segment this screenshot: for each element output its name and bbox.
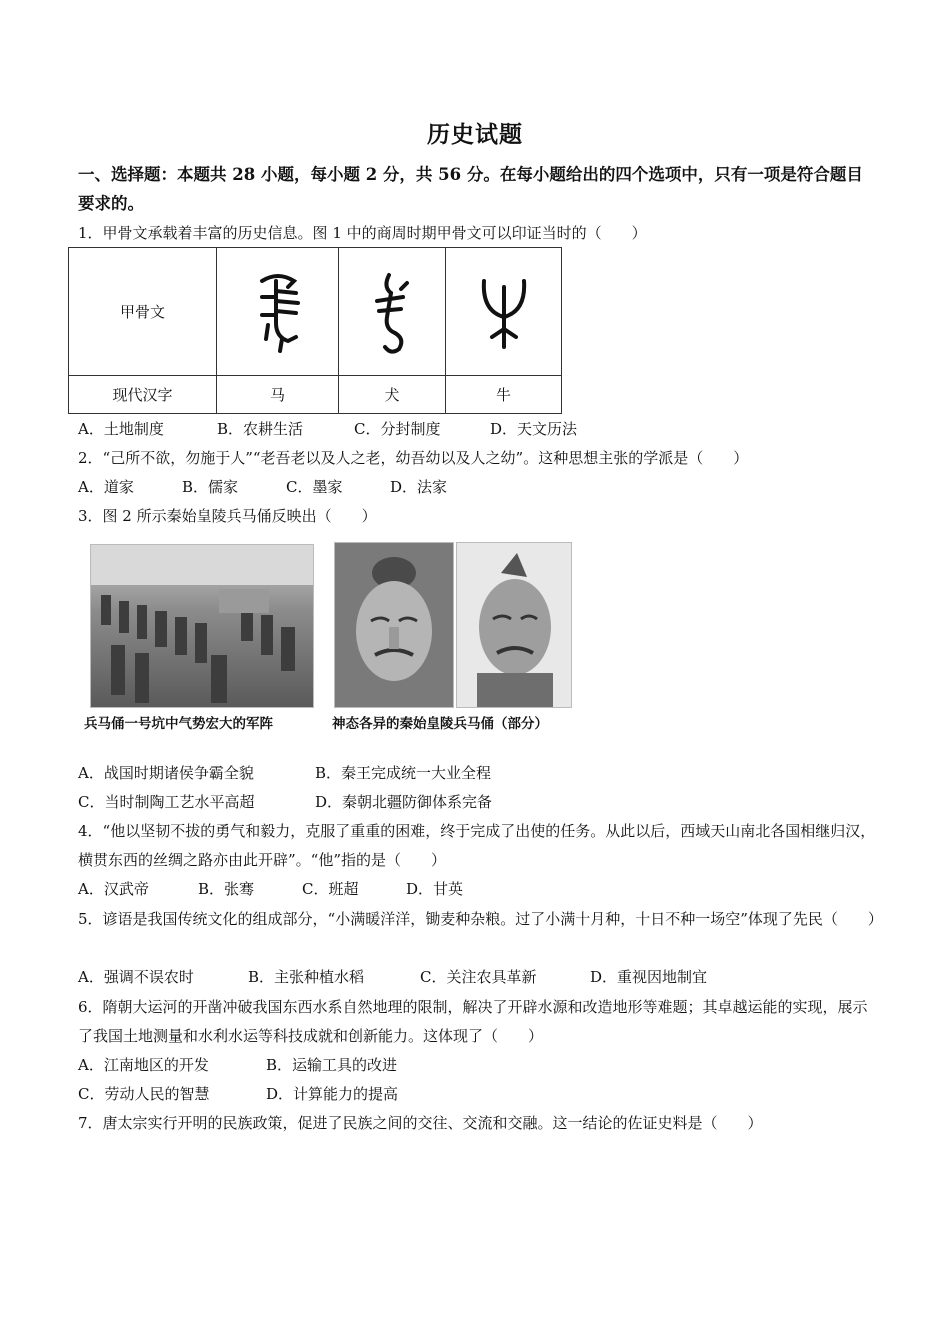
option-b[interactable]: B．儒家 [182, 478, 239, 496]
option-d[interactable]: D．天文历法 [490, 420, 578, 438]
option-b[interactable]: B．运输工具的改进 [266, 1056, 398, 1074]
dog-oracle-glyph [367, 267, 417, 357]
oracle-row-label: 甲骨文 [69, 248, 217, 376]
question-6-stem: 6．隋朝大运河的开凿冲破我国东西水系自然地理的限制，解决了开辟水源和改造地形等难题；其卓越运能的实现，展示了我国土地测量和水利水运等科技成就和创新能力。这体现了（ ） [78, 998, 868, 1045]
question-3-options-row-1 [78, 762, 491, 783]
option-d[interactable]: D．秦朝北疆防御体系完备 [315, 793, 493, 811]
question-5-stem: 5．谚语是我国传统文化的组成部分，“小满暖洋洋，锄麦种杂粮。过了小满十月种，十日不种一场空”体现了先民（ ） [78, 910, 883, 928]
oracle-glyph-ox [446, 248, 562, 376]
modern-row-label: 现代汉字 [69, 376, 217, 414]
section-header: 一、选择题：本题共 28 小题，每小题 2 分，共 56 分。在每小题给出的四个选项中，只有一项是符合题目要求的。 [78, 165, 863, 213]
option-d[interactable]: D．甘英 [406, 880, 464, 898]
question-5-options [78, 966, 707, 987]
caption-warrior-faces: 神态各异的秦始皇陵兵马俑（部分） [332, 716, 548, 732]
army-rows-illustration [91, 545, 313, 707]
question-4-stem: 4．“他以坚韧不拔的勇气和毅力，克服了重重的困难，终于完成了出使的任务。从此以后，西域天山南北各国相继归汉，横贯东西的丝绸之路亦由此开辟”。“他”指的是（ ） [78, 822, 876, 869]
warrior-face-photo-1 [334, 542, 454, 708]
option-a[interactable]: A．土地制度 [78, 420, 164, 438]
option-d[interactable]: D．计算能力的提高 [266, 1085, 399, 1103]
question-2-options [78, 476, 447, 497]
question-7-stem: 7．唐太宗实行开明的民族政策，促进了民族之间的交往、交流和交融。这一结论的佐证史料是（ ） [78, 1114, 763, 1132]
question-1-options [78, 418, 577, 439]
option-b[interactable]: B．农耕生活 [217, 420, 304, 438]
modern-char-ox: 牛 [446, 376, 562, 414]
option-b[interactable]: B．秦王完成统一大业全程 [315, 764, 492, 782]
question-6-options-row-2 [78, 1083, 398, 1104]
option-d[interactable]: D．重视因地制宜 [590, 968, 708, 986]
option-b[interactable]: B．主张种植水稻 [248, 968, 365, 986]
option-b[interactable]: B．张骞 [198, 880, 255, 898]
option-a[interactable]: A．战国时期诸侯争霸全貌 [78, 764, 254, 782]
question-1-stem: 1．甲骨文承载着丰富的历史信息。图 1 中的商周时期甲骨文可以印证当时的（ ） [78, 224, 647, 242]
option-a[interactable]: A．道家 [78, 478, 134, 496]
option-c[interactable]: C．关注农具革新 [420, 968, 537, 986]
modern-char-dog: 犬 [339, 376, 446, 414]
option-c[interactable]: C．墨家 [286, 478, 343, 496]
ox-oracle-glyph [474, 267, 534, 357]
oracle-bone-table [68, 247, 562, 414]
oracle-glyph-horse [217, 248, 339, 376]
question-4-options [78, 878, 463, 899]
option-c[interactable]: C．班超 [302, 880, 359, 898]
question-6-options-row-1 [78, 1054, 397, 1075]
warrior-face-photo-2 [456, 542, 572, 708]
page-title: 历史试题 [427, 121, 523, 148]
warrior-face-2-illustration [457, 543, 571, 707]
modern-char-horse: 马 [217, 376, 339, 414]
option-a[interactable]: A．强调不误农时 [78, 968, 194, 986]
question-2-stem: 2．“己所不欲，勿施于人”“老吾老以及人之老，幼吾幼以及人之幼”。这种思想主张的学派是（ ） [78, 449, 749, 467]
option-c[interactable]: C．劳动人民的智慧 [78, 1085, 210, 1103]
oracle-glyph-dog [339, 248, 446, 376]
question-3-options-row-2 [78, 791, 492, 812]
option-c[interactable]: C．当时制陶工艺水平高超 [78, 793, 255, 811]
option-a[interactable]: A．汉武帝 [78, 880, 149, 898]
terracotta-army-pit-photo [90, 544, 314, 708]
question-3-stem: 3．图 2 所示秦始皇陵兵马俑反映出（ ） [78, 507, 377, 525]
option-a[interactable]: A．江南地区的开发 [78, 1056, 209, 1074]
option-c[interactable]: C．分封制度 [354, 420, 441, 438]
figure-2-photos [84, 540, 594, 740]
option-d[interactable]: D．法家 [390, 478, 448, 496]
caption-army-pit: 兵马俑一号坑中气势宏大的军阵 [84, 716, 273, 732]
warrior-face-1-illustration [335, 543, 453, 707]
horse-oracle-glyph [248, 267, 308, 357]
